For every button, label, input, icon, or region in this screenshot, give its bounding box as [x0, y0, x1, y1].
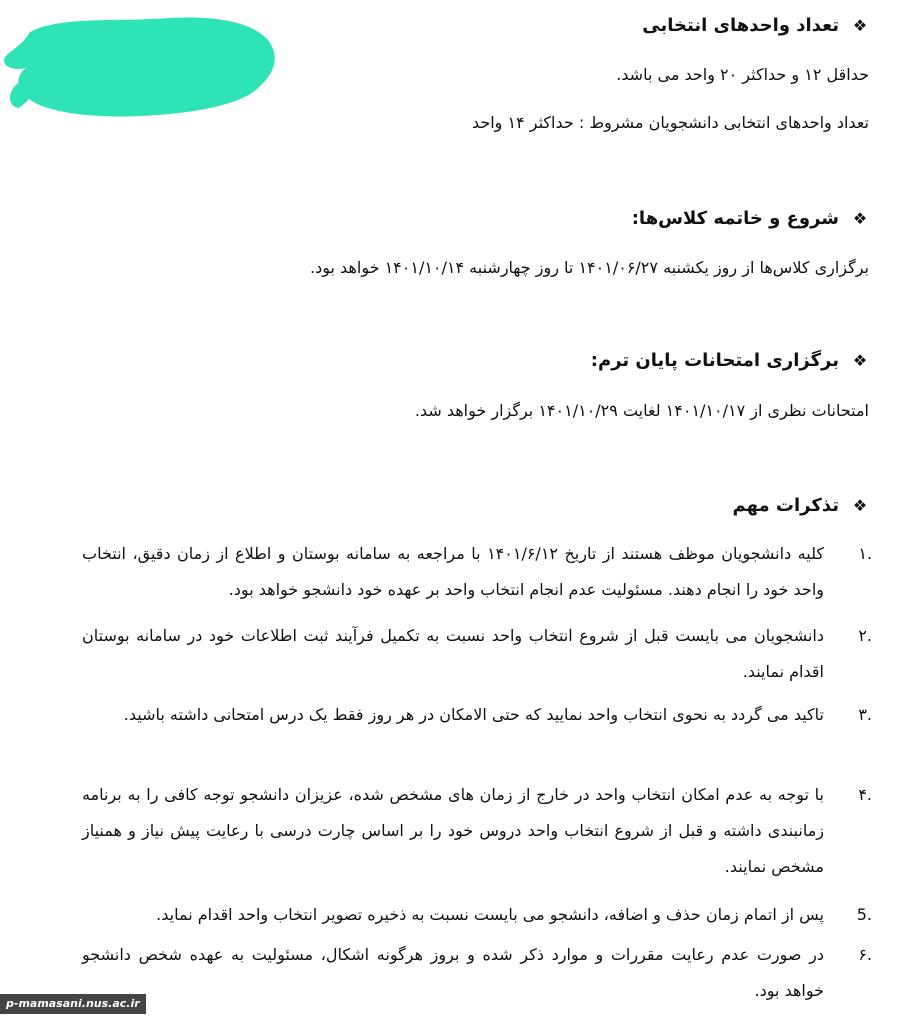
diamond-bullet-icon: ❖ — [852, 16, 868, 35]
list-item-text: تاکید می گردد به نحوی انتخاب واحد نمایید که حتی الامکان در هر روز فقط یک درس امتحانی داشته باشید. — [123, 705, 824, 724]
heading-text: تعداد واحدهای انتخابی — [642, 15, 839, 36]
list-item-number: .۶ — [858, 945, 872, 964]
list-item — [82, 937, 872, 1017]
list-item-text: دانشجویان می بایست قبل از شروع انتخاب واحد نسبت به تکمیل فرآیند ثبت اطلاعات خود در سامانه بوستان اقدام نمایند. — [82, 626, 824, 681]
list-item — [82, 536, 872, 618]
diamond-bullet-icon: ❖ — [852, 496, 868, 515]
heading-text: برگزاری امتحانات پایان ترم: — [590, 350, 839, 371]
list-item — [82, 777, 872, 897]
section-heading-units — [642, 15, 869, 36]
list-item-text: کلیه دانشجویان موظف هستند از تاریخ ۱۴۰۱/۶/۱۲ با مراجعه به سامانه بوستان و اطلاع از زمان دقیق، انتخاب واحد خود را انجام دهند. مسئولیت عدم انجام انتخاب واحد بر عهده خود دانشجو خواهد بود. — [82, 544, 824, 599]
list-item-number: .5 — [856, 905, 872, 924]
site-watermark: p-mamasani.nus.ac.ir — [0, 994, 146, 1014]
units-probation: تعداد واحدهای انتخابی دانشجویان مشروط : حداکثر ۱۴ واحد — [471, 113, 869, 132]
list-item-text: پس از اتمام زمان حذف و اضافه، دانشجو می بایست نسبت به ذخیره تصویر انتخاب واحد اقدام نماید. — [156, 905, 824, 924]
list-item-text: در صورت عدم رعایت مقررات و موارد ذکر شده و بروز هرگونه اشکال، مسئولیت به عهده شخص دانشجو خواهد بود. — [82, 945, 824, 1000]
exams-dates: امتحانات نظری از ۱۴۰۱/۱۰/۱۷ لغایت ۱۴۰۱/۱۰/۲۹ برگزار خواهد شد. — [414, 401, 869, 420]
diamond-bullet-icon: ❖ — [852, 351, 868, 370]
list-item-number: .۲ — [858, 626, 872, 645]
list-item-number: .۱ — [858, 544, 872, 563]
important-notes-list — [82, 536, 872, 1017]
diamond-bullet-icon: ❖ — [852, 209, 868, 228]
list-item-number: .۴ — [858, 785, 872, 804]
list-item-number: .۳ — [858, 705, 872, 724]
units-min-max: حداقل ۱۲ و حداکثر ۲۰ واحد می باشد. — [616, 65, 869, 84]
list-item — [82, 697, 872, 777]
heading-text: تذکرات مهم — [732, 495, 839, 516]
section-heading-notes — [733, 495, 870, 516]
heading-text: شروع و خاتمه کلاس‌ها: — [631, 208, 839, 229]
list-item — [82, 618, 872, 697]
list-item — [82, 897, 872, 937]
section-heading-exams — [591, 350, 869, 371]
list-item-text: با توجه به عدم امکان انتخاب واحد در خارج از زمان های مشخص شده، عزیزان دانشجو توجه کافی را به برنامه زمانبندی داشته و قبل از شروع انتخاب واحد دروس خود را بر اساس چارت درسی با رعایت پیش نیاز و همنیاز مشخص نمایند. — [82, 785, 824, 876]
section-heading-classes — [632, 208, 869, 229]
classes-dates: برگزاری کلاس‌ها از روز یکشنبه ۱۴۰۱/۰۶/۲۷ تا روز چهارشنبه ۱۴۰۱/۱۰/۱۴ خواهد بود. — [310, 258, 869, 277]
redaction-scribble — [0, 10, 290, 125]
